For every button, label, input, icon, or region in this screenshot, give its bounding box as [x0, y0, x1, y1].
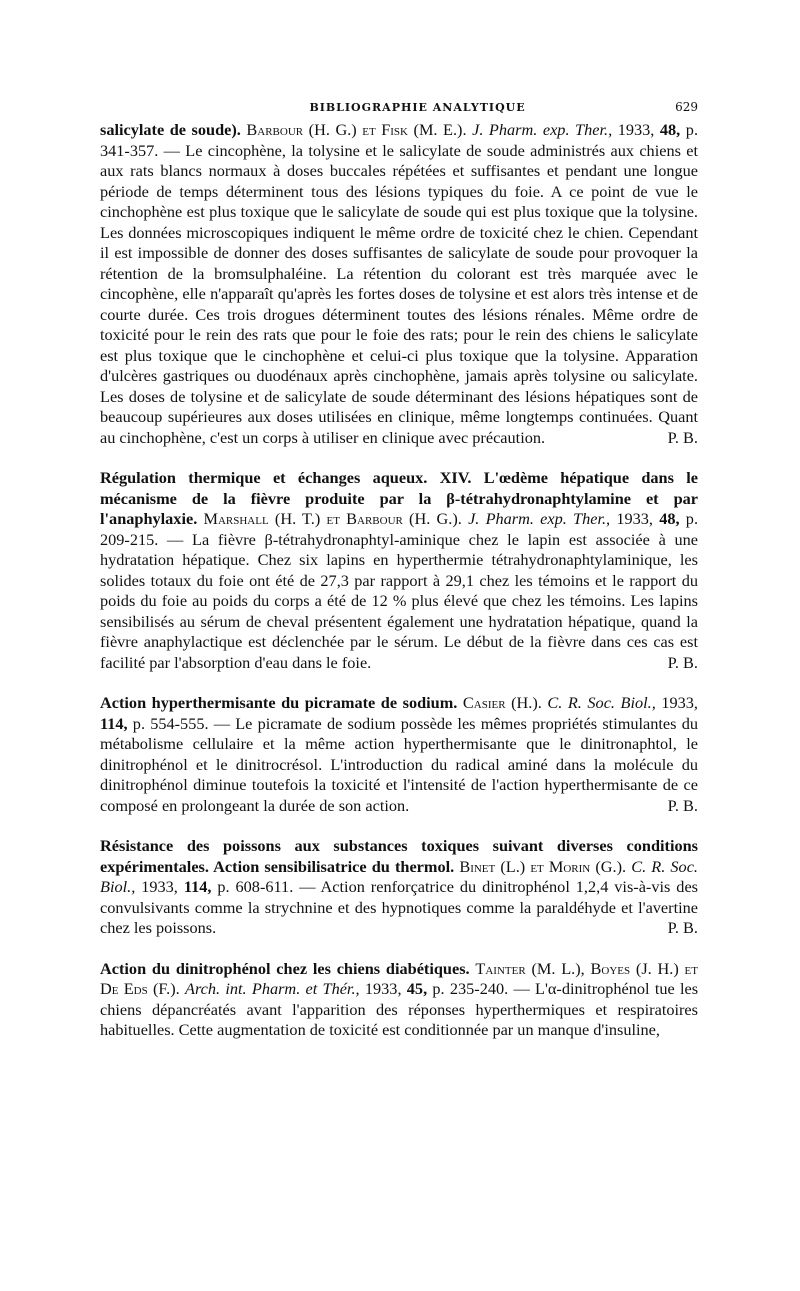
bibliography-entry: [100, 120, 698, 448]
entry-authors: Barbour (H. G.) et Fisk (M. E.).: [246, 120, 467, 139]
entry-volume: 48,: [659, 120, 681, 139]
entry-authors: Marshall (H. T.) et Barbour (H. G.).: [203, 509, 462, 528]
entry-body: — L'α-dinitrophénol tue les chiens dépancréatés avant l'apparition des réponses hyperthermiques et respiratoires habituelles. Cette augmentation de toxicité est conditionnée par un manque d'insuline,: [100, 979, 699, 1039]
page: [100, 100, 698, 1061]
entry-body: — Le picramate de sodium possède les mêmes propriétés stimulantes du métabolisme cellulaire et la même action hyperthermisante que le dinitronaphtol, le dinitrophénol et le dinitrocrésol. L'introduction du radical aminé dans la molécule du dinitrophénol diminue toutefois la toxicité et l'intensité de l'action hyperthermisante de ce composé en prolongeant la durée de son action.: [100, 713, 698, 815]
entry-pages: p. 554-555.: [132, 713, 209, 733]
entry-authors: Binet (L.) et Morin (G.).: [459, 856, 627, 876]
entry-authors: Casier (H.).: [462, 693, 542, 712]
entry-volume: 114,: [100, 713, 128, 733]
entry-journal: J. Pharm. exp. Ther.,: [472, 120, 613, 139]
entry-year: 1933,: [661, 693, 698, 712]
entry-title: salicylate de soude).: [100, 120, 241, 139]
running-title: BIBLIOGRAPHIE ANALYTIQUE: [309, 101, 526, 114]
bibliography-entry: [100, 468, 698, 673]
entry-pages: p. 209-215.: [100, 509, 699, 549]
entry-signature: P. B.: [667, 795, 698, 815]
entry-signature: P. B.: [667, 427, 698, 447]
entry-title: Régulation thermique et échanges aqueux. XIV. L'œdème hépatique dans le mécanisme de la fièvre produite par la β-tétrahydronaphtylamine et par l'anaphylaxie.: [100, 468, 698, 528]
entry-journal: C. R. Soc. Biol.,: [100, 856, 698, 896]
page-number: 629: [675, 100, 698, 114]
entry-volume: 45,: [406, 979, 428, 998]
entry-body: — Le cincophène, la tolysine et le salicylate de soude administrés aux chiens et aux rats blancs normaux à doses buccales répétées et suffisantes et pendant une longue période de temps déterminent tous des lésions typiques du foie. A ce point de vue le cinchophène est plus toxique que le salicylate de soude qui est plus toxique que la tolysine. Les données microscopiques indiquent le même ordre de toxicité chez le chien. Cependant il est impossible de donner des doses suffisantes de salicylate de soude pour provoquer la rétention de la bromsulphaléine. La rétention du colorant est très marquée avec le cincophène, elle n'apparaît qu'après les fortes doses de tolysine et est alors très intense et de courte durée. Ces trois drogues déterminent toutes des lésions rénales. Même ordre de toxicité pour le rein des rats que pour le foie des rats; pour le rein des chiens le salicylate est plus toxique que le cinchophène et celui-ci plus toxique que la tolysine. Apparation d'ulcères gastriques ou duodénaux après cinchophène, jamais après tolysine ou salicylate. Les doses de tolysine et de salicylate de soude déterminant des lésions hépatiques sont de beaucoup supérieures aux doses utilisées en clinique, même longtemps continuées. Quant au cinchophène, c'est un corps à utiliser en clinique avec précaution.: [100, 140, 698, 447]
entry-body: — Action renforçatrice du dinitrophénol 1,2,4 vis-à-vis des convulsivants comme la strychnine et des hypnotiques comme la paraldéhyde et l'avertine chez les poissons.: [100, 877, 699, 937]
bibliography-entry: [100, 693, 698, 816]
entry-year: 1933,: [616, 509, 653, 528]
entry-authors: Tainter (M. L.), Boyes (J. H.) et De Eds (F.).: [100, 958, 698, 998]
entry-pages: p. 341-357.: [100, 120, 699, 160]
entry-year: 1933,: [364, 979, 402, 998]
entry-title: Résistance des poissons aux substances toxiques suivant diverses conditions expérimentales. Action sensibilisatrice du thermol.: [100, 836, 698, 876]
entry-pages: p. 608-611.: [217, 877, 294, 896]
entry-pages: p. 235-240.: [432, 979, 509, 998]
bibliography-entry: [100, 959, 698, 1041]
bibliography-entry: [100, 836, 698, 939]
running-header: [100, 100, 698, 114]
entry-body: — La fièvre β-tétrahydronaphtyl-aminique chez le lapin est associée à une hydratation hépatique. Chez six lapins en hyperthermie tétrahydronaphtylaminique, les solides totaux du foie ont été de 27,3 par rapport à 29,1 chez les témoins et le rapport du poids du foie au poids du corps a été de 12 % plus élevé que chez les témoins. Les lapins sensibilisés au sérum de cheval présentent également une hydratation hépatique, quand la fièvre anaphylactique est déclenchée par le sérum. Le début de la fièvre dans ces cas est facilité par l'absorption d'eau dans le foie.: [100, 529, 698, 672]
entry-volume: 114,: [183, 877, 212, 896]
entry-title: Action hyperthermisante du picramate de sodium.: [100, 693, 458, 712]
entry-journal: Arch. int. Pharm. et Thér.,: [185, 979, 360, 998]
entry-year: 1933,: [617, 120, 655, 139]
entry-volume: 48,: [659, 509, 680, 528]
entry-journal: J. Pharm. exp. Ther.,: [468, 509, 611, 528]
entry-title: Action du dinitrophénol chez les chiens diabétiques.: [100, 958, 470, 978]
entry-journal: C. R. Soc. Biol.,: [547, 693, 656, 712]
entry-year: 1933,: [141, 877, 178, 896]
entry-signature: P. B.: [667, 652, 698, 672]
entry-signature: P. B.: [667, 918, 698, 937]
